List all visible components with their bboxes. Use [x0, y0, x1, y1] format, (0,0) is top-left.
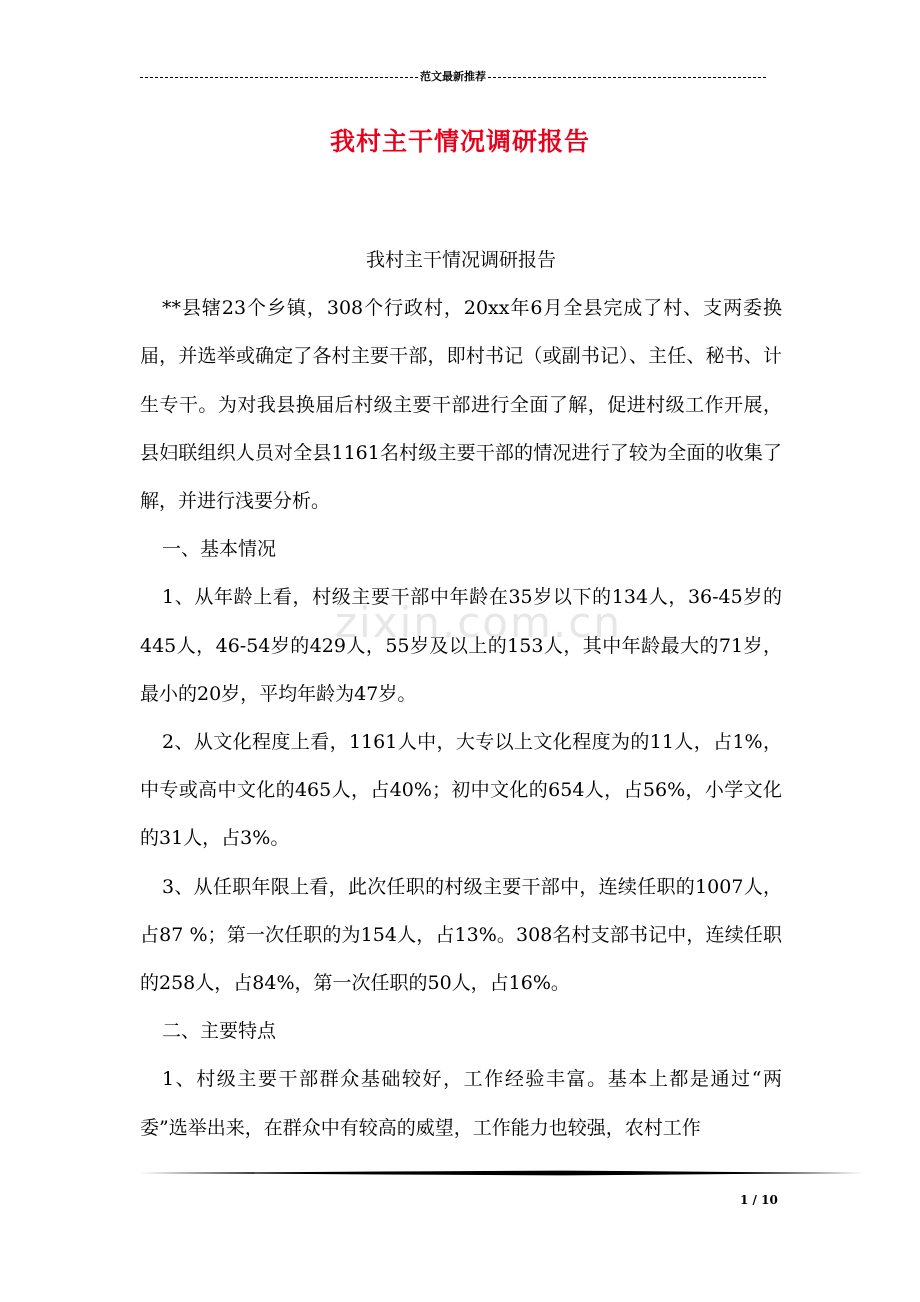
section-heading-features: 二、主要特点 [162, 1020, 277, 1043]
page-header [140, 66, 766, 86]
header-dashes-left [140, 77, 418, 78]
paragraph-tenure: 3、从任职年限上看，此次任职的村级主要干部中，连续任职的1007人，占87 %；第一次任职的为154人，占13%。308名村支部书记中，连续任职的258人，占84%，第一次任职的50人，占16%。 [140, 875, 782, 995]
section-heading-basic: 一、基本情况 [162, 538, 277, 561]
header-dashes-right [488, 77, 766, 78]
page-number: 1 / 10 [740, 1193, 778, 1207]
paragraph-age: 1、从年龄上看，村级主要干部中年龄在35岁以下的134人，36-45岁的445人，46-54岁的429人，55岁及以上的153人，其中年龄最大的71岁，最小的20岁，平均年龄为47岁。 [140, 586, 782, 705]
header-text: 范文最新推荐 [420, 70, 486, 83]
paragraph-feature-1: 1、村级主要干部群众基础较好，工作经验丰富。基本上都是通过“两委”选举出来，在群众中有较高的威望，工作能力也较强，农村工作 [140, 1068, 782, 1139]
footer-rule [140, 1170, 863, 1176]
watermark: zixin.com.cn [335, 598, 622, 647]
paragraph-education: 2、从文化程度上看，1161人中，大专以上文化程度为的11人，占1%，中专或高中文化的465人，占40%；初中文化的654人，占56%，小学文化的31人，占3%。 [140, 731, 782, 850]
paragraph-intro: **县辖23个乡镇，308个行政村，20xx年6月全县完成了村、支两委换届，并选举或确定了各村主要干部，即村书记（或副书记）、主任、秘书、计生专干。为对我县换届后村级主要干部进行全面了解，促进村级工作开展，县妇联组织人员对全县1161名村级主要干部的情况进行了较为全面的收集了解，并进行浅要分析。 [140, 297, 782, 513]
document-body [140, 236, 782, 1152]
body-subtitle: 我村主干情况调研报告 [365, 249, 556, 271]
document-title: 我村主干情况调研报告 [329, 127, 590, 156]
